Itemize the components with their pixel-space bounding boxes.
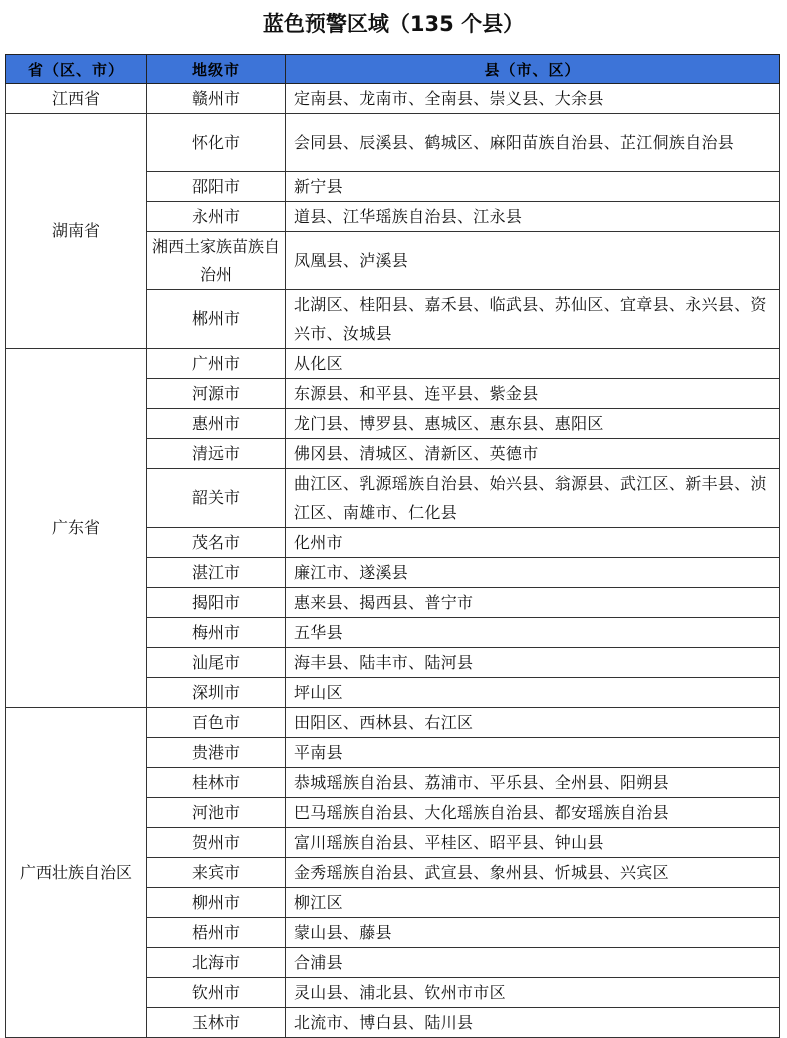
county-cell: 海丰县、陆丰市、陆河县 [286, 648, 780, 678]
county-cell: 坪山区 [286, 678, 780, 708]
county-cell: 定南县、龙南市、全南县、崇义县、大余县 [286, 84, 780, 114]
county-cell: 曲江区、乳源瑶族自治县、始兴县、翁源县、武江区、新丰县、浈江区、南雄市、仁化县 [286, 469, 780, 528]
city-cell: 梧州市 [147, 918, 286, 948]
county-cell: 五华县 [286, 618, 780, 648]
county-cell: 柳江区 [286, 888, 780, 918]
province-cell: 广西壮族自治区 [6, 708, 147, 1038]
city-cell: 汕尾市 [147, 648, 286, 678]
county-cell: 龙门县、博罗县、惠城区、惠东县、惠阳区 [286, 409, 780, 439]
county-cell: 凤凰县、泸溪县 [286, 232, 780, 290]
county-cell: 平南县 [286, 738, 780, 768]
county-cell: 蒙山县、藤县 [286, 918, 780, 948]
county-cell: 北湖区、桂阳县、嘉禾县、临武县、苏仙区、宜章县、永兴县、资兴市、汝城县 [286, 290, 780, 349]
county-cell: 新宁县 [286, 172, 780, 202]
city-cell: 惠州市 [147, 409, 286, 439]
city-cell: 河池市 [147, 798, 286, 828]
county-cell: 惠来县、揭西县、普宁市 [286, 588, 780, 618]
city-cell: 柳州市 [147, 888, 286, 918]
city-cell: 钦州市 [147, 978, 286, 1008]
table-body [6, 84, 780, 1038]
county-cell: 道县、江华瑶族自治县、江永县 [286, 202, 780, 232]
city-cell: 邵阳市 [147, 172, 286, 202]
city-cell: 湛江市 [147, 558, 286, 588]
city-cell: 赣州市 [147, 84, 286, 114]
city-cell: 茂名市 [147, 528, 286, 558]
city-cell: 梅州市 [147, 618, 286, 648]
county-cell: 灵山县、浦北县、钦州市市区 [286, 978, 780, 1008]
county-cell: 恭城瑶族自治县、荔浦市、平乐县、全州县、阳朔县 [286, 768, 780, 798]
province-cell: 广东省 [6, 349, 147, 708]
county-cell: 北流市、博白县、陆川县 [286, 1008, 780, 1038]
county-cell: 富川瑶族自治县、平桂区、昭平县、钟山县 [286, 828, 780, 858]
city-cell: 河源市 [147, 379, 286, 409]
header-province: 省（区、市） [6, 55, 147, 84]
table-row [6, 349, 780, 379]
county-cell: 廉江市、遂溪县 [286, 558, 780, 588]
city-cell: 怀化市 [147, 114, 286, 172]
city-cell: 郴州市 [147, 290, 286, 349]
city-cell: 湘西土家族苗族自治州 [147, 232, 286, 290]
city-cell: 揭阳市 [147, 588, 286, 618]
county-cell: 合浦县 [286, 948, 780, 978]
county-cell: 东源县、和平县、连平县、紫金县 [286, 379, 780, 409]
city-cell: 清远市 [147, 439, 286, 469]
county-cell: 佛冈县、清城区、清新区、英德市 [286, 439, 780, 469]
province-cell: 江西省 [6, 84, 147, 114]
city-cell: 广州市 [147, 349, 286, 379]
county-cell: 金秀瑶族自治县、武宣县、象州县、忻城县、兴宾区 [286, 858, 780, 888]
city-cell: 桂林市 [147, 768, 286, 798]
city-cell: 永州市 [147, 202, 286, 232]
warning-region-table [5, 54, 780, 1038]
city-cell: 韶关市 [147, 469, 286, 528]
city-cell: 北海市 [147, 948, 286, 978]
city-cell: 深圳市 [147, 678, 286, 708]
city-cell: 玉林市 [147, 1008, 286, 1038]
county-cell: 化州市 [286, 528, 780, 558]
header-city: 地级市 [147, 55, 286, 84]
city-cell: 贺州市 [147, 828, 286, 858]
table-row [6, 84, 780, 114]
city-cell: 来宾市 [147, 858, 286, 888]
county-cell: 会同县、辰溪县、鹤城区、麻阳苗族自治县、芷江侗族自治县 [286, 114, 780, 172]
header-county: 县（市、区） [286, 55, 780, 84]
table-header-row [6, 55, 780, 84]
county-cell: 巴马瑶族自治县、大化瑶族自治县、都安瑶族自治县 [286, 798, 780, 828]
county-cell: 田阳区、西林县、右江区 [286, 708, 780, 738]
province-cell: 湖南省 [6, 114, 147, 349]
city-cell: 贵港市 [147, 738, 286, 768]
county-cell: 从化区 [286, 349, 780, 379]
table-row [6, 708, 780, 738]
table-row [6, 114, 780, 172]
city-cell: 百色市 [147, 708, 286, 738]
page-title: 蓝色预警区域（135 个县） [262, 12, 525, 36]
